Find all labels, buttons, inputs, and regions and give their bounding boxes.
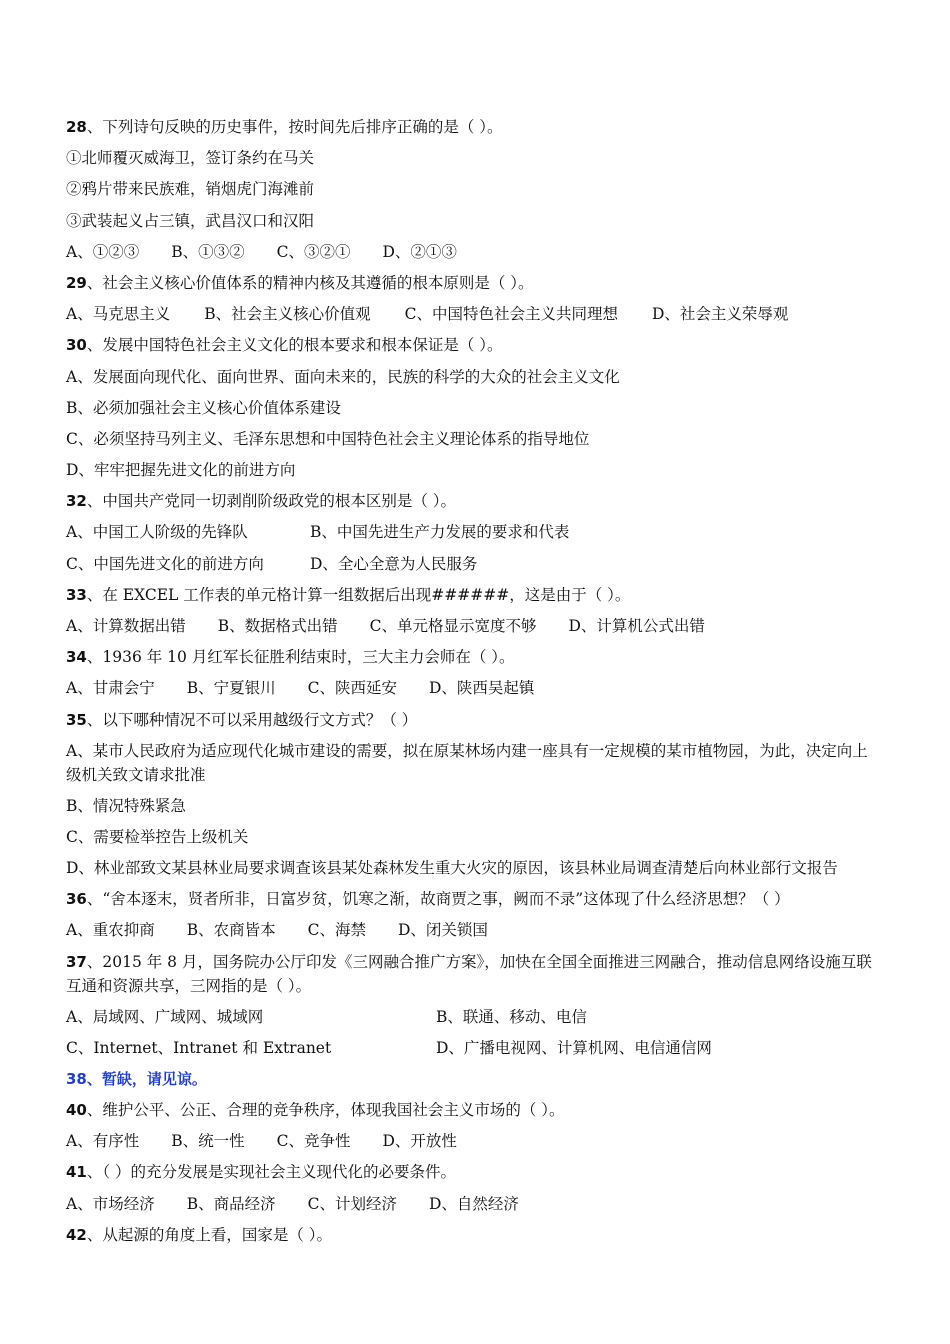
option-a: A、马克思主义: [66, 305, 171, 324]
statement: ②鸦片带来民族难，销烟虎门海滩前: [66, 180, 315, 199]
missing-note: 、暂缺，请见谅。: [86, 1069, 207, 1088]
option-c: C、中国特色社会主义共同理想: [404, 305, 618, 324]
option-b: B、联通、移动、电信: [436, 1007, 587, 1026]
question-33: [66, 580, 882, 611]
option-a: A、某市人民政府为适应现代化城市建设的需要，拟在原某林场内建一座具有一定规模的某市植物园，为此，决定向上级机关致文请求批准: [66, 741, 868, 784]
option-b: B、统一性: [171, 1132, 245, 1151]
option-c: C、必须坚持马列主义、毛泽东思想和中国特色社会主义理论体系的指导地位: [66, 429, 590, 448]
question-28: [66, 112, 882, 143]
question-34: [66, 642, 882, 673]
question-29: [66, 268, 882, 299]
question-text: 、1936 年 10 月红军长征胜利结束时，三大主力会师在（ ）。: [86, 648, 515, 667]
option-d: D、闭关锁国: [397, 921, 488, 940]
statement: ③武装起义占三镇，武昌汉口和汉阳: [66, 211, 315, 230]
option-a: A、甘肃会宁: [66, 679, 155, 698]
question-text: 、社会主义核心价值体系的精神内核及其遵循的根本原则是（ ）。: [86, 273, 534, 292]
question-number: 40: [66, 1101, 87, 1120]
question-35: [66, 705, 882, 736]
options-row: [66, 1033, 882, 1064]
option-c: C、单元格显示宽度不够: [369, 617, 537, 635]
option-b: B、必须加强社会主义核心价值体系建设: [66, 398, 341, 417]
option-d: D、全心全意为人民服务: [310, 554, 478, 573]
options-row: [66, 1126, 882, 1157]
option-b: B、农商皆本: [186, 921, 276, 940]
question-number: 28: [66, 118, 87, 136]
options-row: [66, 517, 882, 548]
option-a: A、①②③: [66, 242, 140, 261]
option-b: B、情况特殊紧急: [66, 796, 186, 815]
question-number: 41: [66, 1163, 87, 1182]
option-c: C、需要检举控告上级机关: [66, 827, 249, 846]
question-number: 32: [66, 492, 87, 511]
option-b: B、中国先进生产力发展的要求和代表: [310, 523, 570, 542]
question-40: [66, 1095, 882, 1126]
statement: ①北师覆灭威海卫，签订条约在马关: [66, 149, 315, 168]
question-text: 、在 EXCEL 工作表的单元格计算一组数据后出现######，这是由于（ ）。: [86, 585, 631, 604]
question-38: [66, 1064, 882, 1095]
option-a: A、中国工人阶级的先锋队: [66, 523, 248, 542]
option-a: A、重农抑商: [66, 921, 155, 940]
question-number: 36: [66, 890, 87, 909]
option-b: B、宁夏银川: [186, 679, 276, 698]
options-row: [66, 611, 882, 642]
option-a: A、计算数据出错: [66, 617, 186, 635]
question-text: 、发展中国特色社会主义文化的根本要求和根本保证是（ ）。: [86, 336, 503, 355]
question-text: 、中国共产党同一切剥削阶级政党的根本区别是（ ）。: [86, 492, 457, 511]
question-42: [66, 1220, 882, 1251]
question-number: 42: [66, 1225, 87, 1244]
option-d: D、计算机公式出错: [568, 617, 705, 635]
option-c: C、陕西延安: [307, 679, 397, 698]
option-d: D、林业部致文某县林业局要求调查该县某处森林发生重大火灾的原因，该县林业局调查清楚后向林业部行文报告: [66, 859, 838, 878]
question-number: 29: [66, 273, 87, 292]
option-c: C、竞争性: [276, 1132, 351, 1151]
option-b: B、社会主义核心价值观: [204, 305, 371, 324]
options-row: [66, 237, 882, 268]
option-d: D、社会主义荣辱观: [651, 305, 789, 324]
question-number: 37: [66, 952, 87, 971]
question-text: 、2015 年 8 月，国务院办公厅印发《三网融合推广方案》，加快在全国全面推进三网融合，推动信息网络设施互联互通和资源共享，三网指的是（ ）。: [66, 952, 872, 995]
option-a: A、市场经济: [66, 1194, 155, 1213]
question-text: 、（ ）的充分发展是实现社会主义现代化的必要条件。: [86, 1163, 457, 1182]
option-c: C、计划经济: [307, 1194, 397, 1213]
question-36: [66, 884, 882, 915]
option-d: D、②①③: [382, 242, 457, 261]
options-row: [66, 1002, 882, 1033]
question-text: 、从起源的角度上看，国家是（ ）。: [86, 1225, 333, 1244]
options-row: [66, 915, 882, 946]
option-c: C、海禁: [307, 921, 366, 940]
question-text: 、维护公平、公正、合理的竞争秩序，体现我国社会主义市场的（ ）。: [86, 1101, 565, 1120]
question-41: [66, 1157, 882, 1188]
option-d: D、陕西吴起镇: [428, 679, 535, 698]
option-b: B、数据格式出错: [217, 617, 338, 635]
question-number: 34: [66, 648, 87, 667]
question-text: 、以下哪种情况不可以采用越级行文方式？（ ）: [86, 710, 418, 729]
option-d: D、广播电视网、计算机网、电信通信网: [436, 1038, 712, 1057]
option-d: D、牢牢把握先进文化的前进方向: [66, 461, 296, 480]
exam-page: [66, 112, 882, 1251]
question-number: 38: [66, 1069, 87, 1088]
question-37: [66, 947, 882, 1002]
question-text: 、“舍本逐末，贤者所非，日富岁贫，饥寒之渐，故商贾之事，阙而不录”这体现了什么经济思想？（ ）: [86, 890, 790, 909]
option-c: C、③②①: [276, 242, 351, 261]
options-row: [66, 673, 882, 704]
question-number: 33: [66, 585, 87, 604]
options-row: [66, 299, 882, 330]
option-a: A、有序性: [66, 1132, 140, 1151]
options-row: [66, 1189, 882, 1220]
option-a: A、发展面向现代化、面向世界、面向未来的，民族的科学的大众的社会主义文化: [66, 367, 620, 386]
option-d: D、自然经济: [428, 1194, 519, 1213]
option-d: D、开放性: [382, 1132, 457, 1151]
question-number: 30: [66, 336, 87, 355]
question-32: [66, 486, 882, 517]
question-text: 、下列诗句反映的历史事件，按时间先后排序正确的是（ ）。: [86, 118, 503, 136]
option-b: B、商品经济: [186, 1194, 276, 1213]
option-a: A、局域网、广域网、城域网: [66, 1007, 264, 1026]
option-b: B、①③②: [171, 242, 245, 261]
question-30: [66, 330, 882, 361]
question-number: 35: [66, 710, 87, 729]
option-c: C、中国先进文化的前进方向: [66, 554, 264, 573]
options-row: [66, 549, 882, 580]
option-c: C、Internet、Intranet 和 Extranet: [66, 1038, 332, 1057]
